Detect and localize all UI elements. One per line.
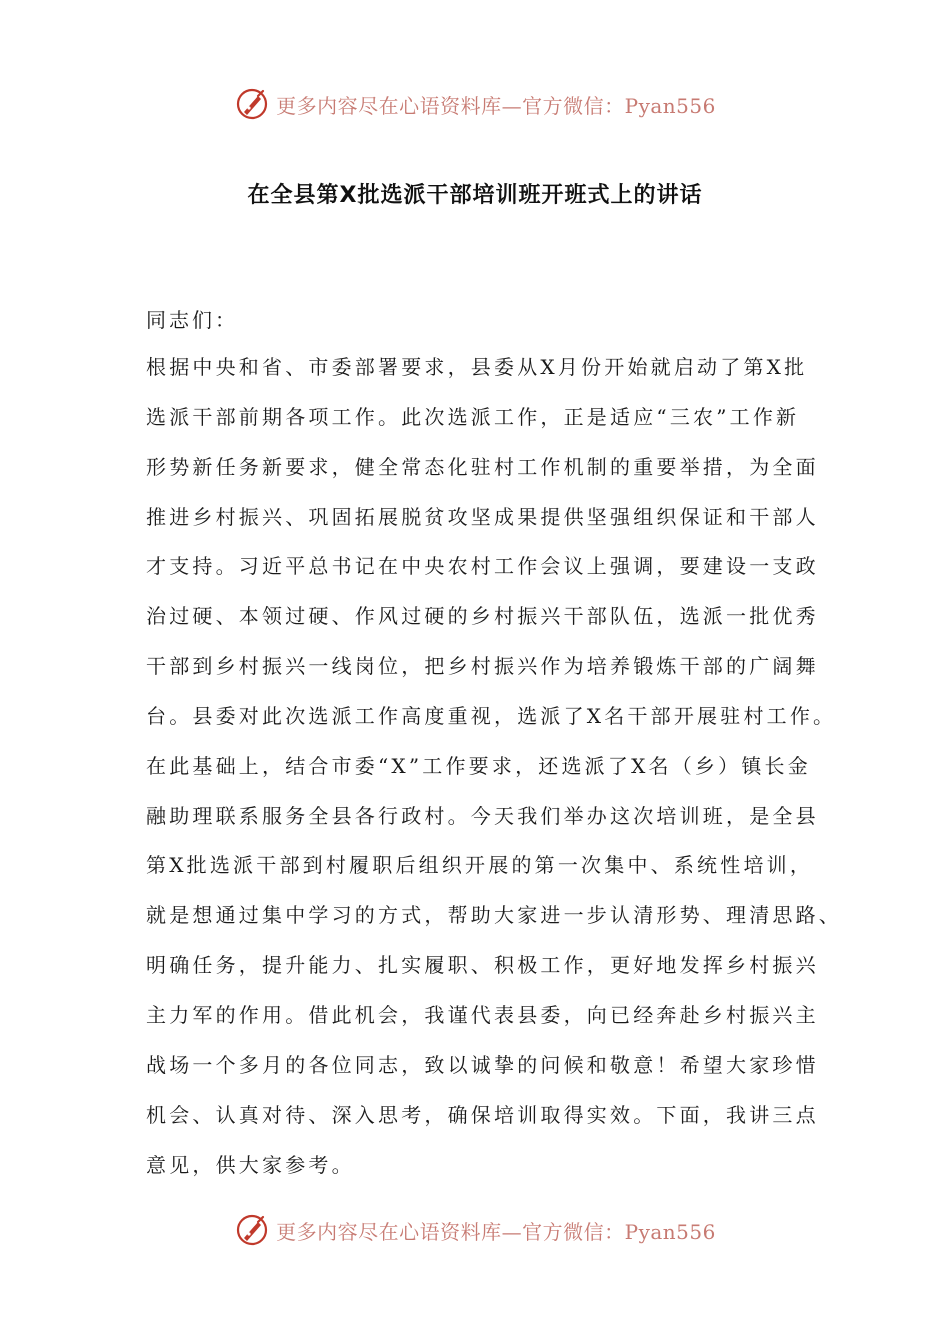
body-line: 融助理联系服务全县各行政村。今天我们举办这次培训班，是全县 [146,803,819,828]
body-line: 第X批选派干部到村履职后组织开展的第一次集中、系统性培训， [146,853,814,878]
watermark-text: 更多内容尽在心语资料库—官方微信：Pyan556 [276,93,716,118]
body-line: 明确任务，提升能力、扎实履职、积极工作，更好地发挥乡村振兴 [146,953,819,978]
body-line: 治过硬、本领过硬、作风过硬的乡村振兴干部队伍，选派一批优秀 [146,604,819,629]
footer-watermark [0,1208,950,1252]
body-line: 选派干部前期各项工作。此次选派工作，正是适应“三农”工作新 [146,404,800,429]
body-line: 推进乡村振兴、巩固拓展脱贫攻坚成果提供坚强组织保证和干部人 [146,504,819,529]
body-line: 意见，供大家参考。 [146,1152,355,1177]
body-line: 根据中央和省、市委部署要求，县委从X月份开始就启动了第X批 [146,355,808,379]
pen-nib-logo-icon [234,1212,270,1248]
header-watermark [0,82,950,126]
body-line: 才支持。习近平总书记在中央农村工作会议上强调，要建设一支政 [146,554,819,579]
body-line: 战场一个多月的各位同志，致以诚挚的问候和敬意！希望大家珍惜 [146,1052,819,1077]
body-line: 在此基础上，结合市委“X”工作要求，还选派了X名（乡）镇长金 [146,753,811,778]
salutation: 同志们： [146,308,238,332]
document-title: 在全县第X批选派干部培训班开班式上的讲话 [247,183,703,208]
body-line: 就是想通过集中学习的方式，帮助大家进一步认清形势、理清思路、 [146,903,842,928]
body-line: 形势新任务新要求，健全常态化驻村工作机制的重要举措，为全面 [146,454,819,479]
watermark-text: 更多内容尽在心语资料库—官方微信：Pyan556 [276,1219,716,1244]
speech-body [146,352,842,1199]
body-line: 干部到乡村振兴一线岗位，把乡村振兴作为培养锻炼干部的广阔舞 [146,654,819,679]
body-line: 主力军的作用。借此机会，我谨代表县委，向已经奔赴乡村振兴主 [146,1002,819,1027]
body-line: 台。县委对此次选派工作高度重视，选派了X名干部开展驻村工作。 [146,703,837,728]
body-line: 机会、认真对待、深入思考，确保培训取得实效。下面，我讲三点 [146,1102,819,1127]
pen-nib-logo-icon [234,86,270,122]
